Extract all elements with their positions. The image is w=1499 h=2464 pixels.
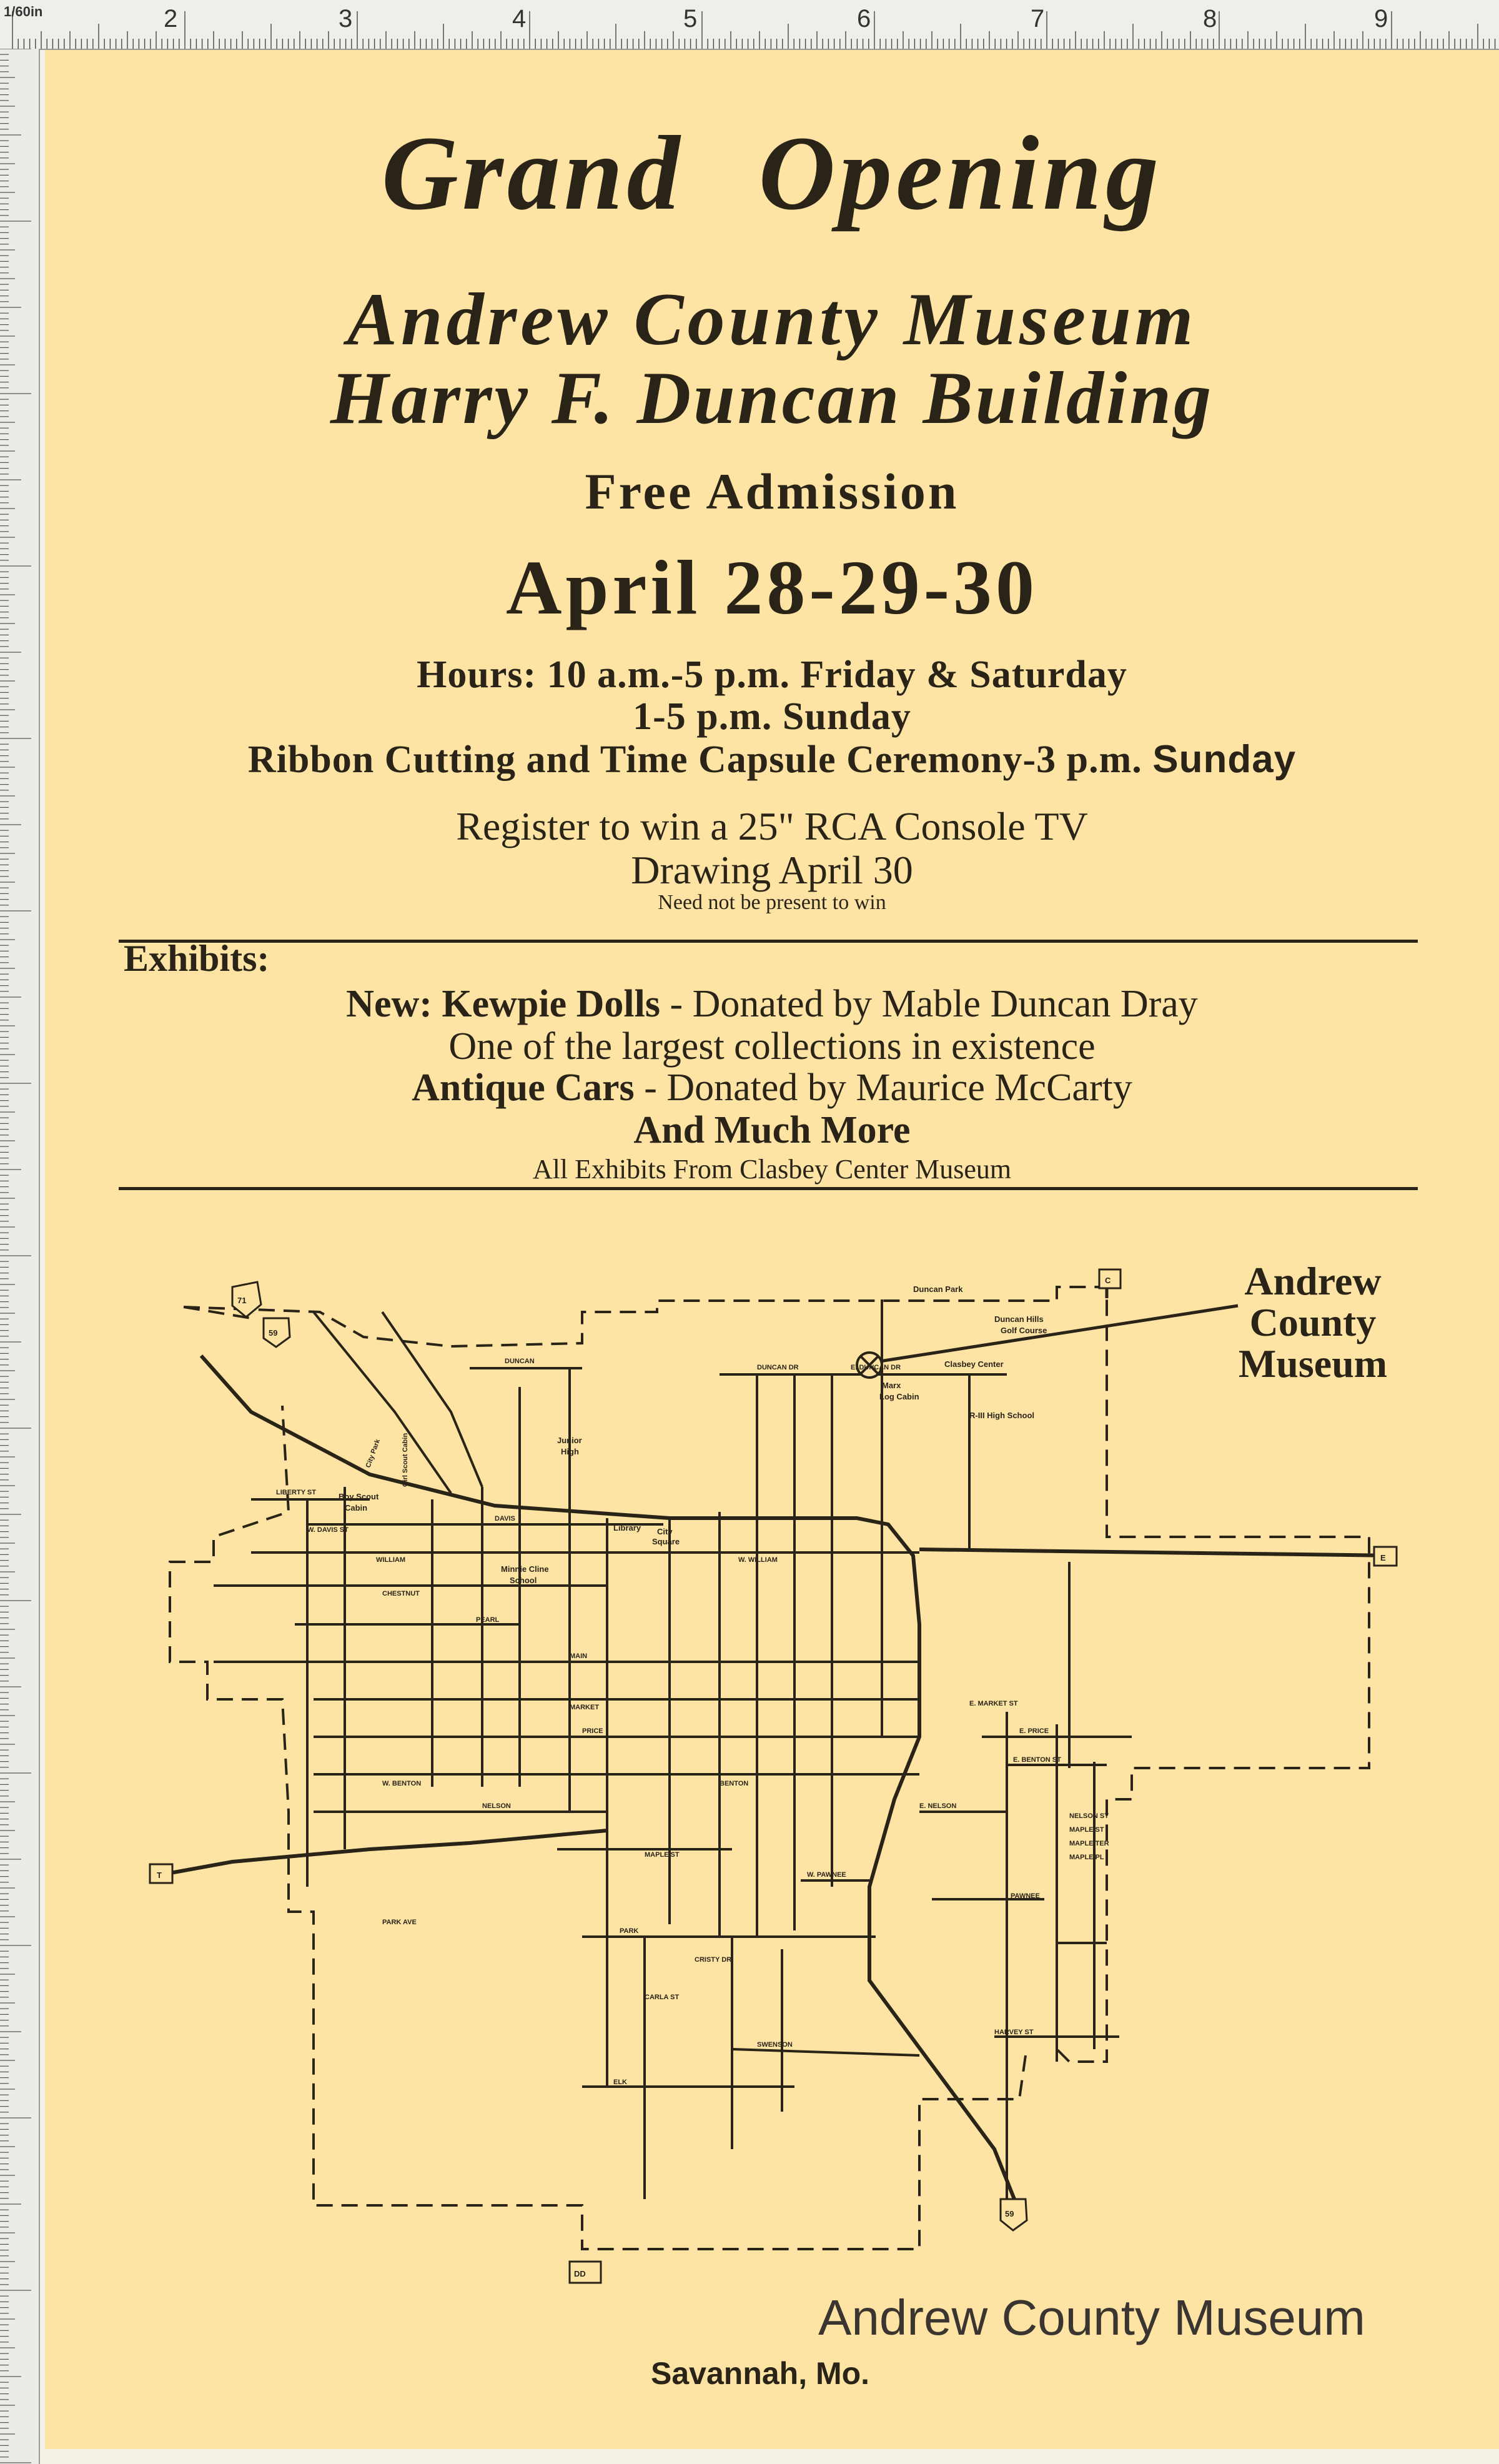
svg-text:59: 59 [1005,2209,1014,2218]
hours-line-3 [45,737,1499,782]
map-label-minnie-1: Minnie Cline [501,1564,549,1574]
map-label-davis: DAVIS [495,1515,515,1523]
map-label-girl-scout: Girl Scout Cabin [402,1433,409,1487]
highway-e [919,1549,1394,1556]
ruler-number: 9 [1374,5,1388,32]
map-label-maple: MAPLE ST [645,1851,680,1859]
map-label-harvey: HARVEY ST [994,2029,1034,2036]
map-label-market: MARKET [570,1704,600,1711]
map-label-duncan: DUNCAN [505,1358,535,1365]
left-ruler-ticks [0,49,39,2464]
ruler-number: 7 [1031,5,1045,32]
route-t-shield [150,1864,172,1883]
map-label-cristy: CRISTY DR [695,1956,732,1964]
map-label-maple-st: MAPLE ST [1069,1826,1104,1834]
map-label-nelson-st: NELSON ST [1069,1812,1109,1820]
route-c-shield [1099,1269,1121,1288]
map-label-main: MAIN [570,1652,588,1660]
hours-line-1: Hours: 10 a.m.-5 p.m. Friday & Saturday [417,653,1127,696]
route-59-71-south-shield [1001,2199,1027,2230]
route-71-shield [232,1282,261,1317]
svg-text:59: 59 [269,1328,278,1338]
ceremony-text: Ribbon Cutting and Time Capsule Ceremony-3 p.m. [247,738,1153,781]
street-duncan [470,1368,1007,1374]
poster [45,50,1499,2449]
map-label-e-duncan-dr: E. DUNCAN DR [851,1364,901,1371]
map-label-clasbey: Clasbey Center [944,1359,1004,1369]
town-map [45,1225,1499,2449]
svg-text:E: E [1380,1553,1386,1562]
map-label-park-ave: PARK AVE [382,1919,417,1926]
map-label-w-william: W. WILLIAM [738,1556,778,1564]
map-label-carla: CARLA ST [645,1994,680,2001]
ruler-number: 8 [1203,5,1217,32]
map-label-park: PARK [620,1927,639,1935]
admission-text: Free Admission [585,463,959,520]
map-label-w-davis: W. DAVIS ST [307,1526,349,1534]
museum-pointer-line [876,1306,1238,1362]
museum-callout-line-2: County [1249,1300,1377,1344]
register-line: Register to win a 25" RCA Console TV [456,804,1088,848]
ruler-number: 4 [512,5,527,32]
map-label-marx-1: Marx [882,1381,901,1390]
diagonal-road-2 [382,1312,482,1487]
museum-callout-line-1: Andrew [1244,1259,1382,1303]
exhibit-line-4: And Much More [633,1109,911,1151]
map-label-maple-pl: MAPLE PL [1069,1854,1104,1861]
map-label-duncan-dr: DUNCAN DR [757,1364,799,1371]
poster-title [45,112,1499,234]
top-ruler [0,0,1499,50]
svg-text:C: C [1105,1276,1111,1285]
exhibit-kewpie-bold: New: Kewpie Dolls [346,983,660,1025]
exhibit-kewpie-donor: - Donated by Mable Duncan Dray [660,983,1198,1025]
map-label-pawnee: W. PAWNEE [807,1871,846,1879]
ceremony-day: Sunday [1152,738,1297,781]
title-word-opening: Opening [758,114,1163,232]
exhibit-cars-donor: - Donated by Maurice McCarty [634,1066,1132,1109]
map-label-marx-2: Log Cabin [879,1392,919,1401]
street-swenson [732,2049,919,2055]
museum-name: Andrew County Museum [347,277,1197,360]
svg-text:DD: DD [574,2269,586,2278]
map-label-junior-1: Junior [557,1436,582,1445]
map-label-pearl: PEARL [476,1616,500,1624]
building-name: Harry F. Duncan Building [330,356,1214,439]
map-label-golf-2: Golf Course [1001,1326,1047,1335]
ruler-unit-label: 1/60in [4,4,43,19]
map-label-w-benton: W. BENTON [382,1780,422,1787]
exhibit-line-3 [45,1066,1499,1110]
map-label-benton: BENTON [720,1780,749,1787]
city-caption: Savannah, Mo. [651,2356,870,2391]
exhibit-cars-bold: Antique Cars [412,1066,635,1109]
map-label-city-1: City [657,1527,673,1536]
map-label-boy-scout-1: Boy Scout [339,1492,379,1501]
map-label-pawnee-2: PAWNEE [1011,1892,1040,1900]
left-ruler [0,49,40,2464]
map-label-e-market: E. MARKET ST [969,1700,1018,1707]
exhibit-source: All Exhibits From Clasbey Center Museum [532,1154,1012,1185]
drawing-line: Drawing April 30 [631,848,913,892]
svg-text:T: T [157,1870,162,1880]
map-label-e-benton: E. BENTON ST [1013,1756,1061,1764]
top-ruler-ticks [0,0,1499,49]
map-label-city-2: Square [652,1537,680,1546]
map-label-e-price: E. PRICE [1019,1727,1049,1735]
map-label-library: Library [613,1523,641,1533]
ruler-number: 6 [857,5,871,32]
exhibits-heading: Exhibits: [124,938,270,979]
highway-t [164,1831,607,1874]
svg-text:71: 71 [237,1296,247,1305]
map-label-e-nelson: E. NELSON [919,1802,957,1810]
route-dd-shield [570,2262,601,2283]
hours-line-2: 1-5 p.m. Sunday [633,695,911,738]
map-label-elk: ELK [613,2079,627,2086]
highway-71-59 [201,1356,1019,2212]
map-label-minnie-2: School [510,1576,537,1585]
ruler-number: 5 [683,5,698,32]
ruler-number: 3 [339,5,353,32]
exhibit-line-2: One of the largest collections in existence [448,1025,1096,1068]
map-label-swenson: SWENSON [757,2041,793,2049]
city-limits-boundary [170,1287,1369,2249]
map-label-price: PRICE [582,1727,603,1735]
street-park [582,1937,1107,1943]
divider-top [119,940,1418,943]
map-label-nelson: NELSON [482,1802,511,1810]
map-label-chestnut: CHESTNUT [382,1590,420,1597]
divider-bottom [119,1187,1418,1190]
exhibit-line-1 [45,982,1499,1026]
museum-callout [1219,1261,1407,1384]
map-label-r3: R-III High School [969,1411,1034,1420]
watermark: Andrew County Museum [818,2290,1365,2345]
map-label-duncan-park: Duncan Park [913,1284,963,1294]
map-label-boy-scout-2: Cabin [345,1503,368,1513]
museum-callout-line-3: Museum [1238,1341,1388,1386]
map-label-maple-ter: MAPLE TER [1069,1840,1109,1847]
present-note: Need not be present to win [658,891,886,914]
route-e-shield [1374,1547,1397,1566]
map-label-liberty: LIBERTY ST [276,1489,316,1496]
ruler-number: 2 [164,5,178,32]
event-dates: April 28-29-30 [505,545,1039,630]
route-59-shield [264,1318,290,1347]
map-label-william: WILLIAM [376,1556,406,1564]
title-word-grand: Grand [381,114,684,232]
map-label-city-park: City Park [364,1438,382,1469]
map-label-golf-1: Duncan Hills [994,1314,1044,1324]
map-label-junior-2: High [561,1447,579,1456]
